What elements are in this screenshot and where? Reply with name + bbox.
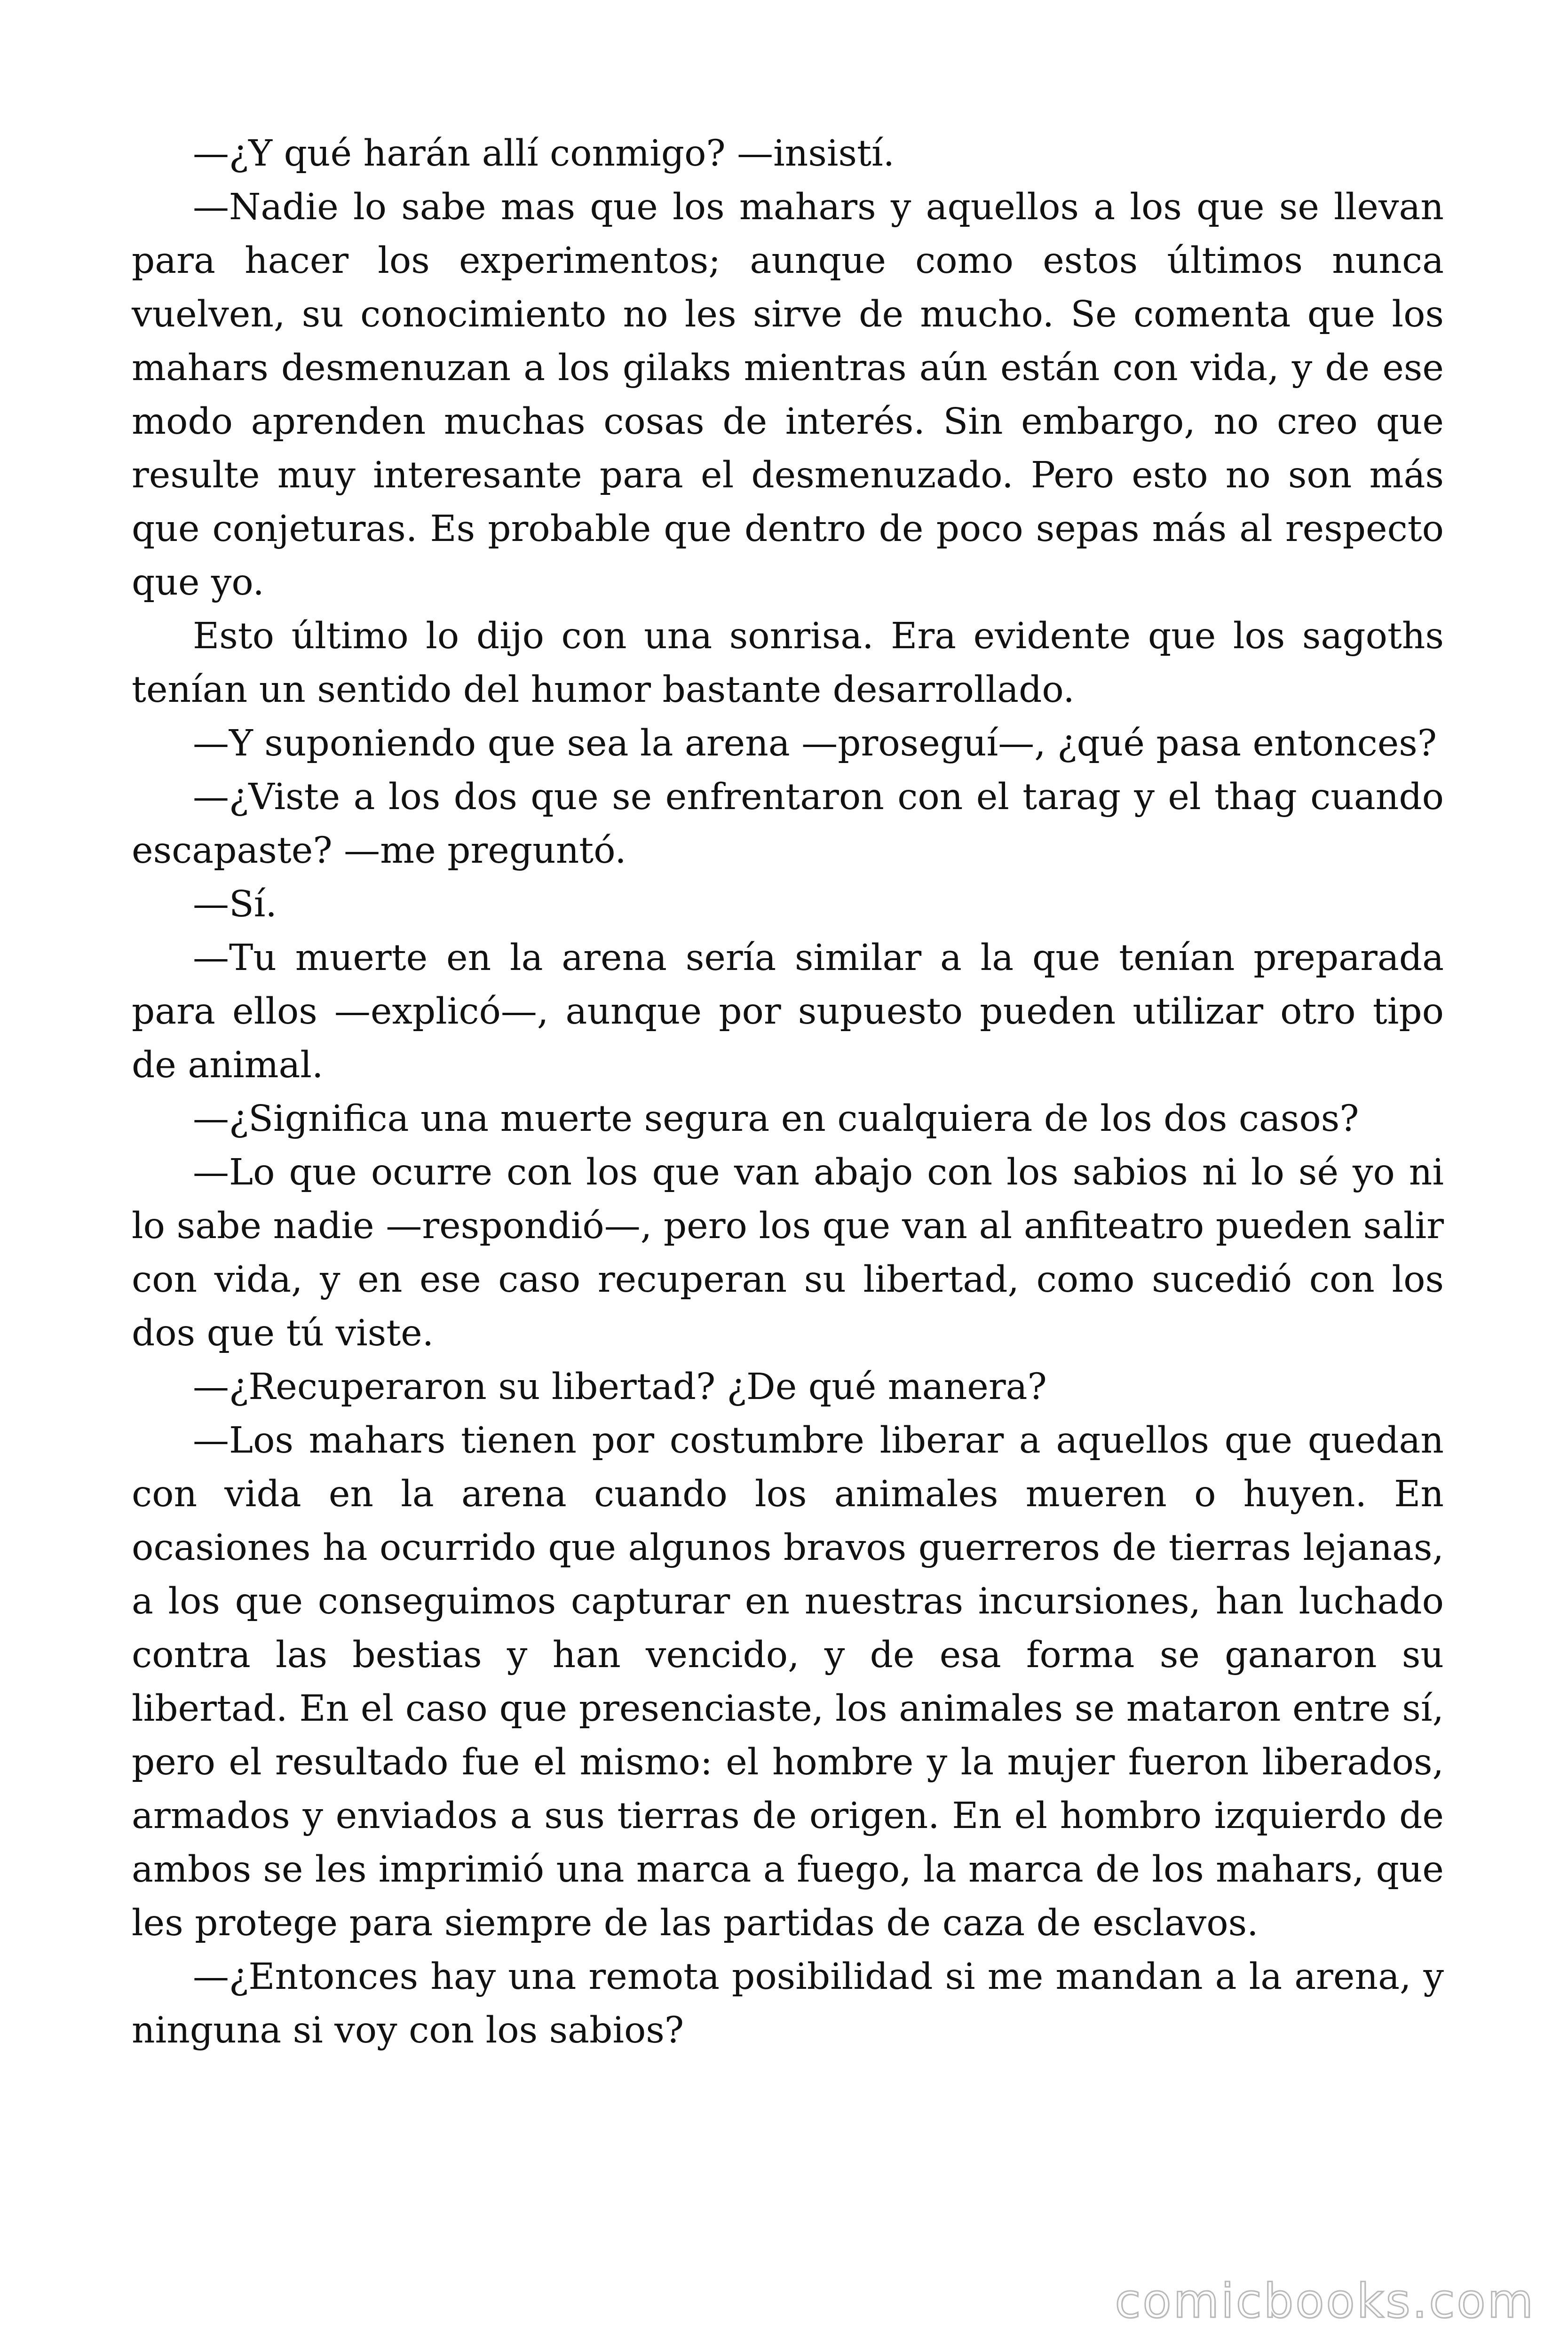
book-page-text bbox=[132, 127, 1444, 2058]
paragraph: —¿Significa una muerte segura en cualquiera de los dos casos? bbox=[193, 1098, 1359, 1140]
paragraph: —Los mahars tienen por costumbre liberar a aquellos que quedan con vida en la arena cuando los animales mueren o huyen. En ocasiones ha ocurrido que algunos bravos guerreros de tierras lejanas, a los que conseguimos capturar en nuestras incursiones, han luchado contra las bestias y han vencido, y de esa forma se ganaron su libertad. En el caso que presenciaste, los animales se mataron entre sí, pero el resultado fue el mismo: el hombre y la mujer fueron liberados, armados y enviados a sus tierras de origen. En el hombro izquierdo de ambos se les imprimió una marca a fuego, la marca de los mahars, que les protege para siempre de las partidas de caza de esclavos. bbox=[132, 1420, 1444, 1944]
watermark: comicbooks.com bbox=[1115, 2273, 1535, 2328]
paragraph: —¿Y qué harán allí conmigo? —insistí. bbox=[193, 133, 895, 175]
paragraph: —¿Entonces hay una remota posibilidad si me mandan a la arena, y ninguna si voy con los sabios? bbox=[132, 1956, 1444, 2051]
paragraph: —¿Recuperaron su libertad? ¿De qué manera? bbox=[193, 1366, 1047, 1408]
paragraph: —Lo que ocurre con los que van abajo con los sabios ni lo sé yo ni lo sabe nadie —respondió—, pero los que van al anfiteatro pueden salir con vida, y en ese caso recuperan su libertad, como sucedió con los dos que tú viste. bbox=[132, 1152, 1444, 1354]
paragraph: Esto último lo dijo con una sonrisa. Era evidente que los sagoths tenían un sentido del humor bastante desarrollado. bbox=[132, 615, 1444, 711]
paragraph: —Nadie lo sabe mas que los mahars y aquellos a los que se llevan para hacer los experimentos; aunque como estos últimos nunca vuelven, su conocimiento no les sirve de mucho. Se comenta que los mahars desmenuzan a los gilaks mientras aún están con vida, y de ese modo aprenden muchas cosas de interés. Sin embargo, no creo que resulte muy interesante para el desmenuzado. Pero esto no son más que conjeturas. Es probable que dentro de poco sepas más al respecto que yo. bbox=[132, 186, 1444, 604]
paragraph: —Tu muerte en la arena sería similar a la que tenían preparada para ellos —explicó—, aunque por supuesto pueden utilizar otro tipo de animal. bbox=[132, 937, 1444, 1086]
paragraph: —Sí. bbox=[193, 883, 277, 925]
paragraph: —Y suponiendo que sea la arena —proseguí—, ¿qué pasa entonces? bbox=[193, 723, 1437, 764]
paragraph: —¿Viste a los dos que se enfrentaron con el tarag y el thag cuando escapaste? —me preguntó. bbox=[132, 776, 1444, 872]
